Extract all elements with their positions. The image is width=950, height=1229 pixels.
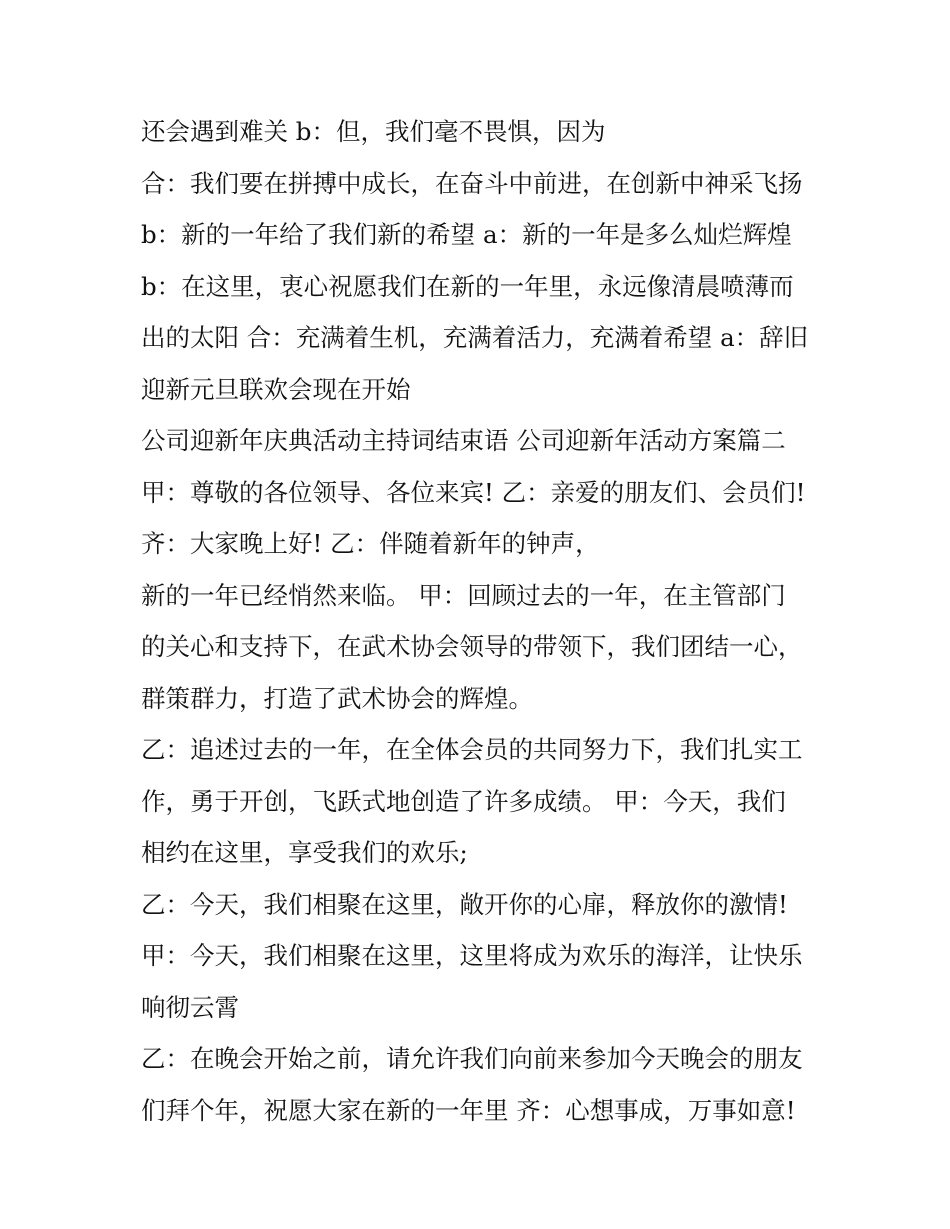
document-body — [141, 106, 821, 1136]
text-line: 的关心和支持下，在武术协会领导的带领下，我们团结一心， — [141, 632, 803, 661]
text-line: 相约在这里，享受我们的欢乐; — [141, 838, 468, 867]
text-line: b：新的一年给了我们新的希望 a：新的一年是多么灿烂辉煌 — [141, 220, 792, 249]
text-line: b：在这里，衷心祝愿我们在新的一年里，永远像清晨喷薄而 — [141, 271, 794, 301]
text-line: 乙：追述过去的一年，在全体会员的共同努力下，我们扎实工 — [141, 735, 803, 764]
text-line: 还会遇到难关 b：但，我们毫不畏惧，因为 — [141, 117, 606, 146]
text-line: 合：我们要在拼搏中成长，在奋斗中前进，在创新中神采飞扬 — [141, 168, 803, 198]
text-line: 乙：在晚会开始之前，请允许我们向前来参加今天晚会的朋友 — [141, 1044, 803, 1073]
text-line: 齐：大家晚上好! 乙：伴随着新年的钟声， — [141, 529, 600, 558]
text-line: 作，勇于开创，飞跃式地创造了许多成绩。 甲：今天，我们 — [141, 786, 786, 816]
text-line: 们拜个年，祝愿大家在新的一年里 齐：心想事成，万事如意! — [141, 1095, 796, 1125]
text-line: 出的太阳 合：充满着生机，充满着活力，充满着希望 a：辞旧 — [141, 323, 809, 352]
text-line: 甲：今天，我们相聚在这里，这里将成为欢乐的海洋，让快乐 — [141, 941, 803, 970]
text-line: 响彻云霄 — [141, 992, 239, 1022]
text-line: 乙：今天，我们相聚在这里，敞开你的心扉，释放你的激情! — [141, 889, 788, 919]
text-line: 群策群力，打造了武术协会的辉煌。 — [141, 683, 533, 713]
text-line: 迎新元旦联欢会现在开始 — [141, 374, 411, 404]
text-line: 甲：尊敬的各位领导、各位来宾! 乙：亲爱的朋友们、会员们! — [141, 477, 806, 507]
text-line: 公司迎新年庆典活动主持词结束语 公司迎新年活动方案篇二 — [141, 426, 786, 455]
text-line: 新的一年已经悄然来临。 甲：回顾过去的一年，在主管部门 — [141, 580, 786, 610]
